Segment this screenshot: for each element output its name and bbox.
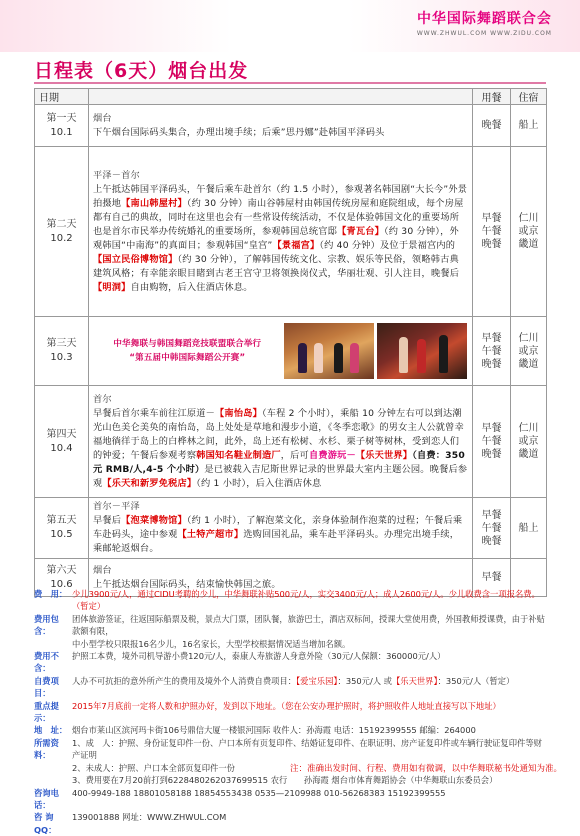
day-label: 第二天 xyxy=(46,218,77,230)
header-itinerary xyxy=(89,89,473,105)
day-date: 10.4 xyxy=(50,442,73,454)
table-row xyxy=(35,147,547,317)
itinerary-text xyxy=(93,183,468,295)
text-span: 上午抵达韩国平泽码头，午餐后乘车赴首尔（约 1.5 小时），参观著名韩国剧“大长今”外景拍摄地 xyxy=(93,183,468,209)
meal-item: 早餐 xyxy=(481,572,502,583)
stay-cell xyxy=(511,105,547,147)
text-span: 自由购物，后入住酒店休息。 xyxy=(130,281,253,293)
highlight-attraction: 【明洞】 xyxy=(93,281,131,293)
promo-line: 中华舞联与韩国舞蹈竞技联盟联合举行 xyxy=(113,339,262,349)
info-label: 地 址： xyxy=(34,725,68,736)
competition-promo xyxy=(91,318,470,384)
schedule-table xyxy=(34,88,547,597)
day-cell xyxy=(35,105,89,147)
text-span: （约 1 小时），了解泡菜文化，亲身体验制作泡菜的过程；午餐后乘车赴码头，途中参观 xyxy=(93,515,463,540)
qq-row xyxy=(34,811,546,836)
day-cell xyxy=(35,498,89,559)
text-span: 早餐后 xyxy=(93,515,122,526)
itinerary-cell xyxy=(89,147,473,317)
selfpay-item: 【爱宝乐园】 xyxy=(296,675,338,686)
header-stay: 住宿 xyxy=(511,89,547,105)
include-text: 团体旅游签证，往返国际船票及税，景点大门票，团队餐，旅游巴士，酒店双标间，授课大堂使用费，外国教师授课费，由于补贴款额有限， xyxy=(72,613,545,637)
day-date: 10.2 xyxy=(50,232,73,244)
highlight-attraction: 韩国知名鞋业制造厂 xyxy=(196,449,281,461)
itinerary-cell xyxy=(89,386,473,498)
notice-row xyxy=(34,700,546,725)
meal-item: 晚餐 xyxy=(481,535,502,547)
highlight-attraction: 【南山韩屋村】 xyxy=(121,197,187,209)
meal-item: 晚餐 xyxy=(481,120,502,131)
stay-item: 仁川 xyxy=(518,213,539,224)
day-cell xyxy=(35,317,89,386)
meal-cell xyxy=(473,498,511,559)
info-label: 费用不含： xyxy=(34,651,59,674)
table-header-row xyxy=(35,89,547,105)
stay-cell xyxy=(511,147,547,317)
meal-item: 晚餐 xyxy=(481,449,502,460)
promo-text xyxy=(91,337,284,365)
stay-item: 或京 xyxy=(518,436,539,447)
text-span: （车程 2 个小时），乘船 10 分钟左右可以到达潮光山色美仑美奂的南怡岛，岛上处处是草地和漫步小道，《冬季恋歌》的男女主人公就曾幸福地徜徉于岛上的白桦林之间，此外，岛上还有松树、水杉、栗子树等树林，受到恋人们的钟爱；午餐后参观考察 xyxy=(93,407,464,461)
selfpay-row xyxy=(34,675,546,700)
promo-line: “第五届中韩国际舞蹈公开赛” xyxy=(129,353,246,363)
itinerary-cell xyxy=(89,498,473,559)
stay-cell xyxy=(511,498,547,559)
meal-item: 早餐 xyxy=(481,509,502,521)
itinerary-text: 下午烟台国际码头集合，办理出境手续；后乘”思丹娜”赴韩国平泽码头 xyxy=(93,126,385,138)
meal-cell xyxy=(473,147,511,317)
stay-item: 畿道 xyxy=(518,239,539,250)
meal-cell xyxy=(473,317,511,386)
itinerary-text: 上午抵达烟台国际码头，结束愉快韩国之旅。 xyxy=(93,578,281,590)
highlight-attraction: 【景福宫】 xyxy=(272,239,320,251)
phone-text: 400-9949-188 18801058188 18854553438 0535—2109988 010-56268383 15192399555 xyxy=(72,787,446,798)
info-label: 费用包含： xyxy=(34,613,59,637)
day-date: 10.5 xyxy=(50,529,73,540)
title-divider xyxy=(34,82,546,84)
fee-text: 少儿3900元/人，通过CIDU考聘的少儿，中华舞联补贴500元/人，实交3400元/人；成人2600元/人。少儿收费含一项报名费。（暂定） xyxy=(72,589,540,612)
header-date: 日期 xyxy=(35,89,89,105)
highlight-attraction: 【土特产超市】 xyxy=(177,529,244,540)
meal-cell xyxy=(473,386,511,498)
address-row xyxy=(34,724,546,736)
day-date: 10.3 xyxy=(50,352,73,363)
day-date: 10.6 xyxy=(50,578,73,590)
text-span: （约 30 分钟），了解韩国传统文化、宗教、娱乐等民俗，领略韩古典建筑风格；有幸能亲眼目睹到古老王宫守卫将领换岗仪式，华丽壮观、引人注目，晚餐后 xyxy=(93,253,460,279)
table-row xyxy=(35,317,547,386)
meal-cell xyxy=(473,105,511,147)
day-label: 第四天 xyxy=(46,428,77,440)
fee-row xyxy=(34,588,546,613)
meal-item: 午餐 xyxy=(481,345,502,357)
exclude-text: 护照工本费，境外司机导游小费120元/人，泰康人寿旅游人身意外险（30元/人保额：360000元/人） xyxy=(72,651,446,662)
highlight-attraction: 【乐天和新罗免税店】 xyxy=(102,477,197,489)
stay-item: 船上 xyxy=(518,120,539,131)
stay-item: 船上 xyxy=(518,522,539,534)
info-label: 咨 询 QQ： xyxy=(34,812,57,835)
address-text: 烟台市莱山区滨河玛卡街106号鼎信大厦一楼银河国际 收件人：孙海霞 电话：15192399555 邮编：264000 xyxy=(72,725,476,736)
docs-text: 3、费用要在7月20前打到6228480262037699515 农行 孙海霞 烟台市体育舞蹈协会（中华舞联山东委员会） xyxy=(72,775,498,786)
selfpay-item: 【乐天世界】 xyxy=(391,675,438,686)
page-title: 日程表（6天）烟台出发 xyxy=(34,60,249,82)
table-row xyxy=(35,105,547,147)
meal-item: 早餐 xyxy=(481,332,502,344)
info-label: 所需资料： xyxy=(34,737,59,761)
stay-item: 或京 xyxy=(518,345,539,357)
trip-info xyxy=(34,588,546,836)
stay-item: 畿道 xyxy=(518,449,539,460)
docs-row xyxy=(34,737,546,762)
info-label: 自费项目： xyxy=(34,675,59,699)
itinerary-text xyxy=(93,514,468,556)
stay-item: 或京 xyxy=(518,226,539,237)
city-route: 平泽－首尔 xyxy=(93,169,140,181)
highlight-price: （自费：350 元 RMB/人,4-5 个小时） xyxy=(93,449,465,475)
dance-photo xyxy=(284,323,374,379)
text-span: （约 1 小时），后入住酒店休息 xyxy=(196,477,322,489)
highlight-attraction: 【青瓦台】 xyxy=(337,225,385,237)
selfpay-text: ：350元/人 或 xyxy=(337,675,392,686)
text-span: （约 30 分钟）南山谷韩屋村由韩国传统房屋和庭院组成，每个房屋都有自己的典故，同时在这里也会有一些常设传统活动，不仅是体验韩国文化的重要场所也是首尔市民举办传统婚礼的重要场所，参观韩国总统官邸 xyxy=(93,197,464,237)
table-row xyxy=(35,386,547,498)
day-label: 第三天 xyxy=(46,338,77,349)
qq-text: 139001888 网址：WWW.ZHWUL.COM xyxy=(72,812,227,823)
stay-item: 仁川 xyxy=(518,423,539,434)
stay-item: 畿道 xyxy=(518,358,539,370)
notice-text: 2015年7月底前一定将人数和护照办好，发到以下地址。（您在公安办理护照时，将护照收件人地址直接写以下地址） xyxy=(72,700,501,711)
header-meal: 用餐 xyxy=(473,89,511,105)
day-date: 10.1 xyxy=(50,126,73,138)
meal-item: 早餐 xyxy=(481,423,502,434)
itinerary-cell xyxy=(89,317,473,386)
exclude-row xyxy=(34,650,546,675)
meal-item: 晚餐 xyxy=(481,239,502,250)
text-span: （约 30 分钟），外观韩国“中南海”的真面目；参观韩国“皇宫” xyxy=(93,225,459,251)
city-route: 首尔－平泽 xyxy=(93,501,140,512)
brand-name: 中华国际舞蹈联合会 xyxy=(416,11,552,27)
selfpay-text: 人办不可抗拒的意外所产生的费用及境外个人消费自费项目： xyxy=(72,675,297,686)
meal-item: 午餐 xyxy=(481,436,502,447)
day-label: 第六天 xyxy=(46,564,77,576)
text-span: （约 40 分钟）及位于景福宫内的 xyxy=(319,239,456,251)
itinerary-cell xyxy=(89,105,473,147)
stay-cell xyxy=(511,317,547,386)
day-cell xyxy=(35,386,89,498)
city-route: 烟台 xyxy=(93,564,112,576)
include-text: 中小型学校只限报16名少儿，16名家长，大型学校根据情况适当增加名额。 xyxy=(72,638,351,649)
docs-text: 2、未成人：护照、户口本全部页复印件一份 xyxy=(72,762,235,773)
highlight-optional: 自费游玩－ xyxy=(308,449,356,461)
brand-urls: WWW.ZHWUL.COM WWW.ZIDU.COM xyxy=(416,30,552,37)
text-span: 早餐后首尔乘车前往江原道－ xyxy=(93,407,216,419)
highlight-attraction: 【国立民俗博物馆】 xyxy=(93,253,178,265)
text-span: 选购回国礼品，乘车赴平泽码头。办理完出境手续，乘邮轮返烟台。 xyxy=(93,529,460,554)
text-span: ，后可 xyxy=(280,449,309,461)
meal-item: 早餐 xyxy=(481,213,502,224)
stay-cell xyxy=(511,386,547,498)
include-row xyxy=(34,613,546,638)
phone-row xyxy=(34,787,546,812)
footnote: 注：准确出发时间、行程、费用如有微调，以中华舞联秘书处通知为准。 xyxy=(289,764,562,774)
city-route: 烟台 xyxy=(93,112,112,124)
selfpay-text: ：350元/人（暂定） xyxy=(437,675,515,686)
info-label: 重点提示： xyxy=(34,700,59,724)
day-cell xyxy=(35,147,89,317)
info-label: 咨询电话： xyxy=(34,787,59,810)
highlight-attraction: 【泡菜博物馆】 xyxy=(121,515,187,526)
meal-item: 午餐 xyxy=(481,522,502,534)
stay-item: 仁川 xyxy=(518,332,539,344)
itinerary-text xyxy=(93,407,468,491)
meal-item: 午餐 xyxy=(481,226,502,237)
table-row xyxy=(35,498,547,559)
docs-text: 1、成 人：护照、身份证复印件一份、户口本所有页复印件、结婚证复印件、在职证明、房产证复印件或车辆行驶证复印件等财产证明 xyxy=(72,737,542,761)
meal-item: 晚餐 xyxy=(481,358,502,370)
city-route: 首尔 xyxy=(93,393,112,405)
info-label: 费 用： xyxy=(34,589,68,599)
highlight-attraction: 【乐天世界】 xyxy=(355,449,413,461)
day-label: 第一天 xyxy=(46,112,77,124)
day-label: 第五天 xyxy=(46,515,77,526)
text-span: 是已被载入吉尼斯世界记录的世界最大室内主题公园。晚餐后参观 xyxy=(93,463,468,489)
brand-logo xyxy=(417,8,552,37)
dance-photo xyxy=(377,323,467,379)
highlight-attraction: 【南怡岛】 xyxy=(215,407,262,419)
